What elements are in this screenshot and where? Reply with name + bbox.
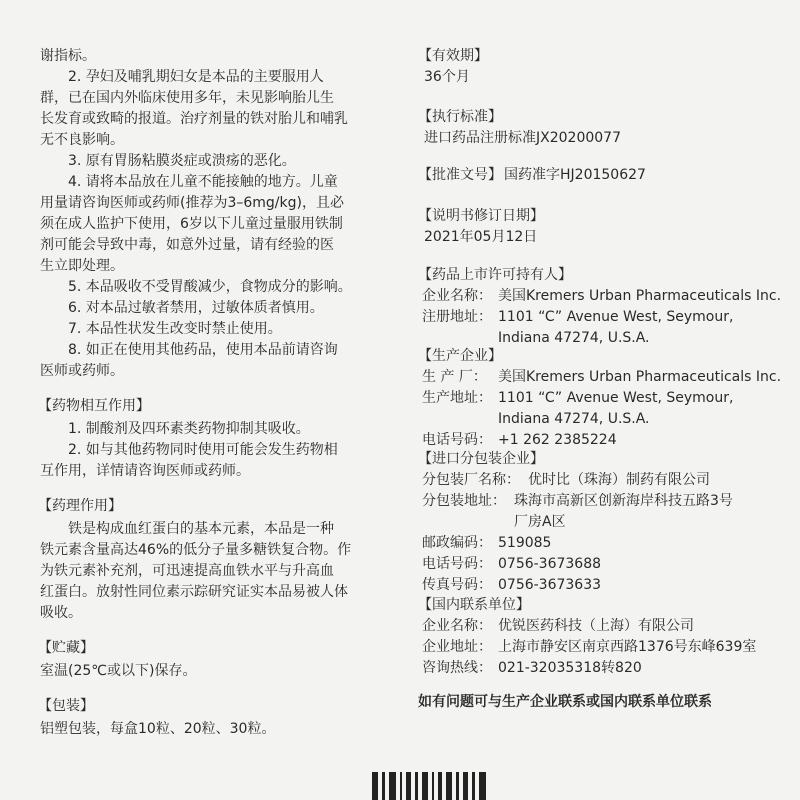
- repack-fax-label: 传真号码：: [422, 577, 492, 593]
- section-heading-approval: 【批准文号】: [418, 167, 502, 183]
- precaution-item-6: 6. 对本品过敏者禁用，过敏体质者慎用。: [68, 300, 324, 316]
- section-heading-repackager: 【进口分包装企业】: [418, 451, 544, 467]
- precaution-item-4: 4. 请将本品放在儿童不能接触的地方。儿童: [68, 174, 338, 190]
- precautions-text: 生立即处理。: [40, 258, 124, 274]
- precautions-text: 用量请咨询医师或药师(推荐为3–6mg/kg)，且必: [40, 195, 344, 211]
- contact-footer-note: 如有问题可与生产企业联系或国内联系单位联系: [418, 694, 712, 710]
- domestic-hotline-label: 咨询热线：: [422, 660, 492, 676]
- domestic-name-label: 企业名称：: [422, 618, 492, 634]
- pharmacology-text: 红蛋白。放射性同位素示踪研究证实本品易被人体: [40, 584, 348, 600]
- precaution-item-5: 5. 本品吸收不受胃酸减少，食物成分的影响。: [68, 279, 352, 295]
- repack-fax-value: 0756-3673633: [498, 577, 602, 593]
- holder-name-label: 企业名称：: [422, 288, 492, 304]
- repack-address-label: 分包装地址：: [422, 493, 506, 509]
- repack-name-label: 分包装厂名称：: [422, 472, 520, 488]
- maker-name-value: 美国Kremers Urban Pharmaceuticals Inc.: [498, 369, 782, 385]
- precaution-item-2: 2. 孕妇及哺乳期妇女是本品的主要服用人: [68, 69, 324, 85]
- domestic-name-value: 优锐医药科技（上海）有限公司: [498, 618, 694, 634]
- holder-address-value: 1101 “C” Avenue West, Seymour,: [498, 309, 734, 325]
- section-heading-holder: 【药品上市许可持有人】: [418, 267, 572, 283]
- repack-phone-label: 电话号码：: [422, 556, 492, 572]
- repack-address-value: 珠海市高新区创新海岸科技五路3号: [514, 493, 733, 509]
- precautions-text: 谢指标。: [40, 48, 96, 64]
- approval-value: 国药准字HJ20150627: [504, 167, 646, 183]
- standard-value: 进口药品注册标准JX20200077: [424, 130, 621, 146]
- interaction-text: 互作用，详情请咨询医师或药师。: [40, 463, 250, 479]
- barcode-image: [372, 772, 512, 800]
- revision-date: 2021年05月12日: [424, 229, 538, 245]
- interaction-item-2: 2. 如与其他药物同时使用可能会发生药物相: [68, 442, 338, 458]
- precaution-item-3: 3. 原有胃肠粘膜炎症或溃疡的恶化。: [68, 153, 296, 169]
- domestic-address-label: 企业地址：: [422, 639, 492, 655]
- section-heading-pharmacology: 【药理作用】: [38, 498, 122, 514]
- section-heading-package: 【包装】: [38, 698, 94, 714]
- section-heading-interactions: 【药物相互作用】: [38, 398, 150, 414]
- section-heading-storage: 【贮藏】: [38, 640, 94, 656]
- maker-name-label: 生 产 厂：: [422, 369, 487, 385]
- interaction-item-1: 1. 制酸剂及四环素类药物抑制其吸收。: [68, 421, 310, 437]
- maker-address-value: Indiana 47274, U.S.A.: [498, 411, 650, 427]
- maker-address-label: 生产地址：: [422, 390, 492, 406]
- validity-value: 36个月: [424, 69, 470, 85]
- repack-phone-value: 0756-3673688: [498, 556, 602, 572]
- section-heading-manufacturer: 【生产企业】: [418, 348, 502, 364]
- package-text: 铝塑包装，每盒10粒、20粒、30粒。: [40, 721, 276, 737]
- section-heading-validity: 【有效期】: [418, 48, 488, 64]
- section-heading-standard: 【执行标准】: [418, 109, 502, 125]
- domestic-address-value: 上海市静安区南京西路1376号东峰639室: [498, 639, 757, 655]
- repack-zip-label: 邮政编码：: [422, 535, 492, 551]
- pharmacology-text: 为铁元素补充剂，可迅速提高血铁水平与升高血: [40, 563, 334, 579]
- storage-text: 室温(25℃或以下)保存。: [40, 663, 197, 679]
- precautions-text: 须在成人监护下使用，6岁以下儿童过量服用铁制: [40, 216, 343, 232]
- section-heading-domestic-contact: 【国内联系单位】: [418, 597, 530, 613]
- precautions-text: 医师或药师。: [40, 363, 124, 379]
- precautions-text: 群，已在国内外临床使用多年，未见影响胎儿生: [40, 90, 334, 106]
- precaution-item-7: 7. 本品性状发生改变时禁止使用。: [68, 321, 282, 337]
- maker-address-value: 1101 “C” Avenue West, Seymour,: [498, 390, 734, 406]
- pharmacology-text: 吸收。: [40, 605, 82, 621]
- repack-name-value: 优时比（珠海）制药有限公司: [528, 472, 710, 488]
- repack-address-value: 厂房A区: [514, 514, 566, 530]
- holder-name-value: 美国Kremers Urban Pharmaceuticals Inc.: [498, 288, 782, 304]
- precaution-item-8: 8. 如正在使用其他药品，使用本品前请咨询: [68, 342, 338, 358]
- domestic-hotline-value: 021-32035318转820: [498, 660, 642, 676]
- holder-address-value: Indiana 47274, U.S.A.: [498, 330, 650, 346]
- holder-address-label: 注册地址：: [422, 309, 492, 325]
- precautions-text: 长发育或致畸的报道。治疗剂量的铁对胎儿和哺乳: [40, 111, 348, 127]
- pharmacology-text: 铁是构成血红蛋白的基本元素，本品是一种: [68, 521, 334, 537]
- maker-phone-label: 电话号码：: [422, 432, 492, 448]
- maker-phone-value: +1 262 2385224: [498, 432, 617, 448]
- precautions-text: 剂可能会导致中毒，如意外过量，请有经验的医: [40, 237, 334, 253]
- pharmacology-text: 铁元素含量高达46%的低分子量多糖铁复合物。作: [40, 542, 352, 558]
- repack-zip-value: 519085: [498, 535, 552, 551]
- precautions-text: 无不良影响。: [40, 132, 124, 148]
- section-heading-revision: 【说明书修订日期】: [418, 208, 544, 224]
